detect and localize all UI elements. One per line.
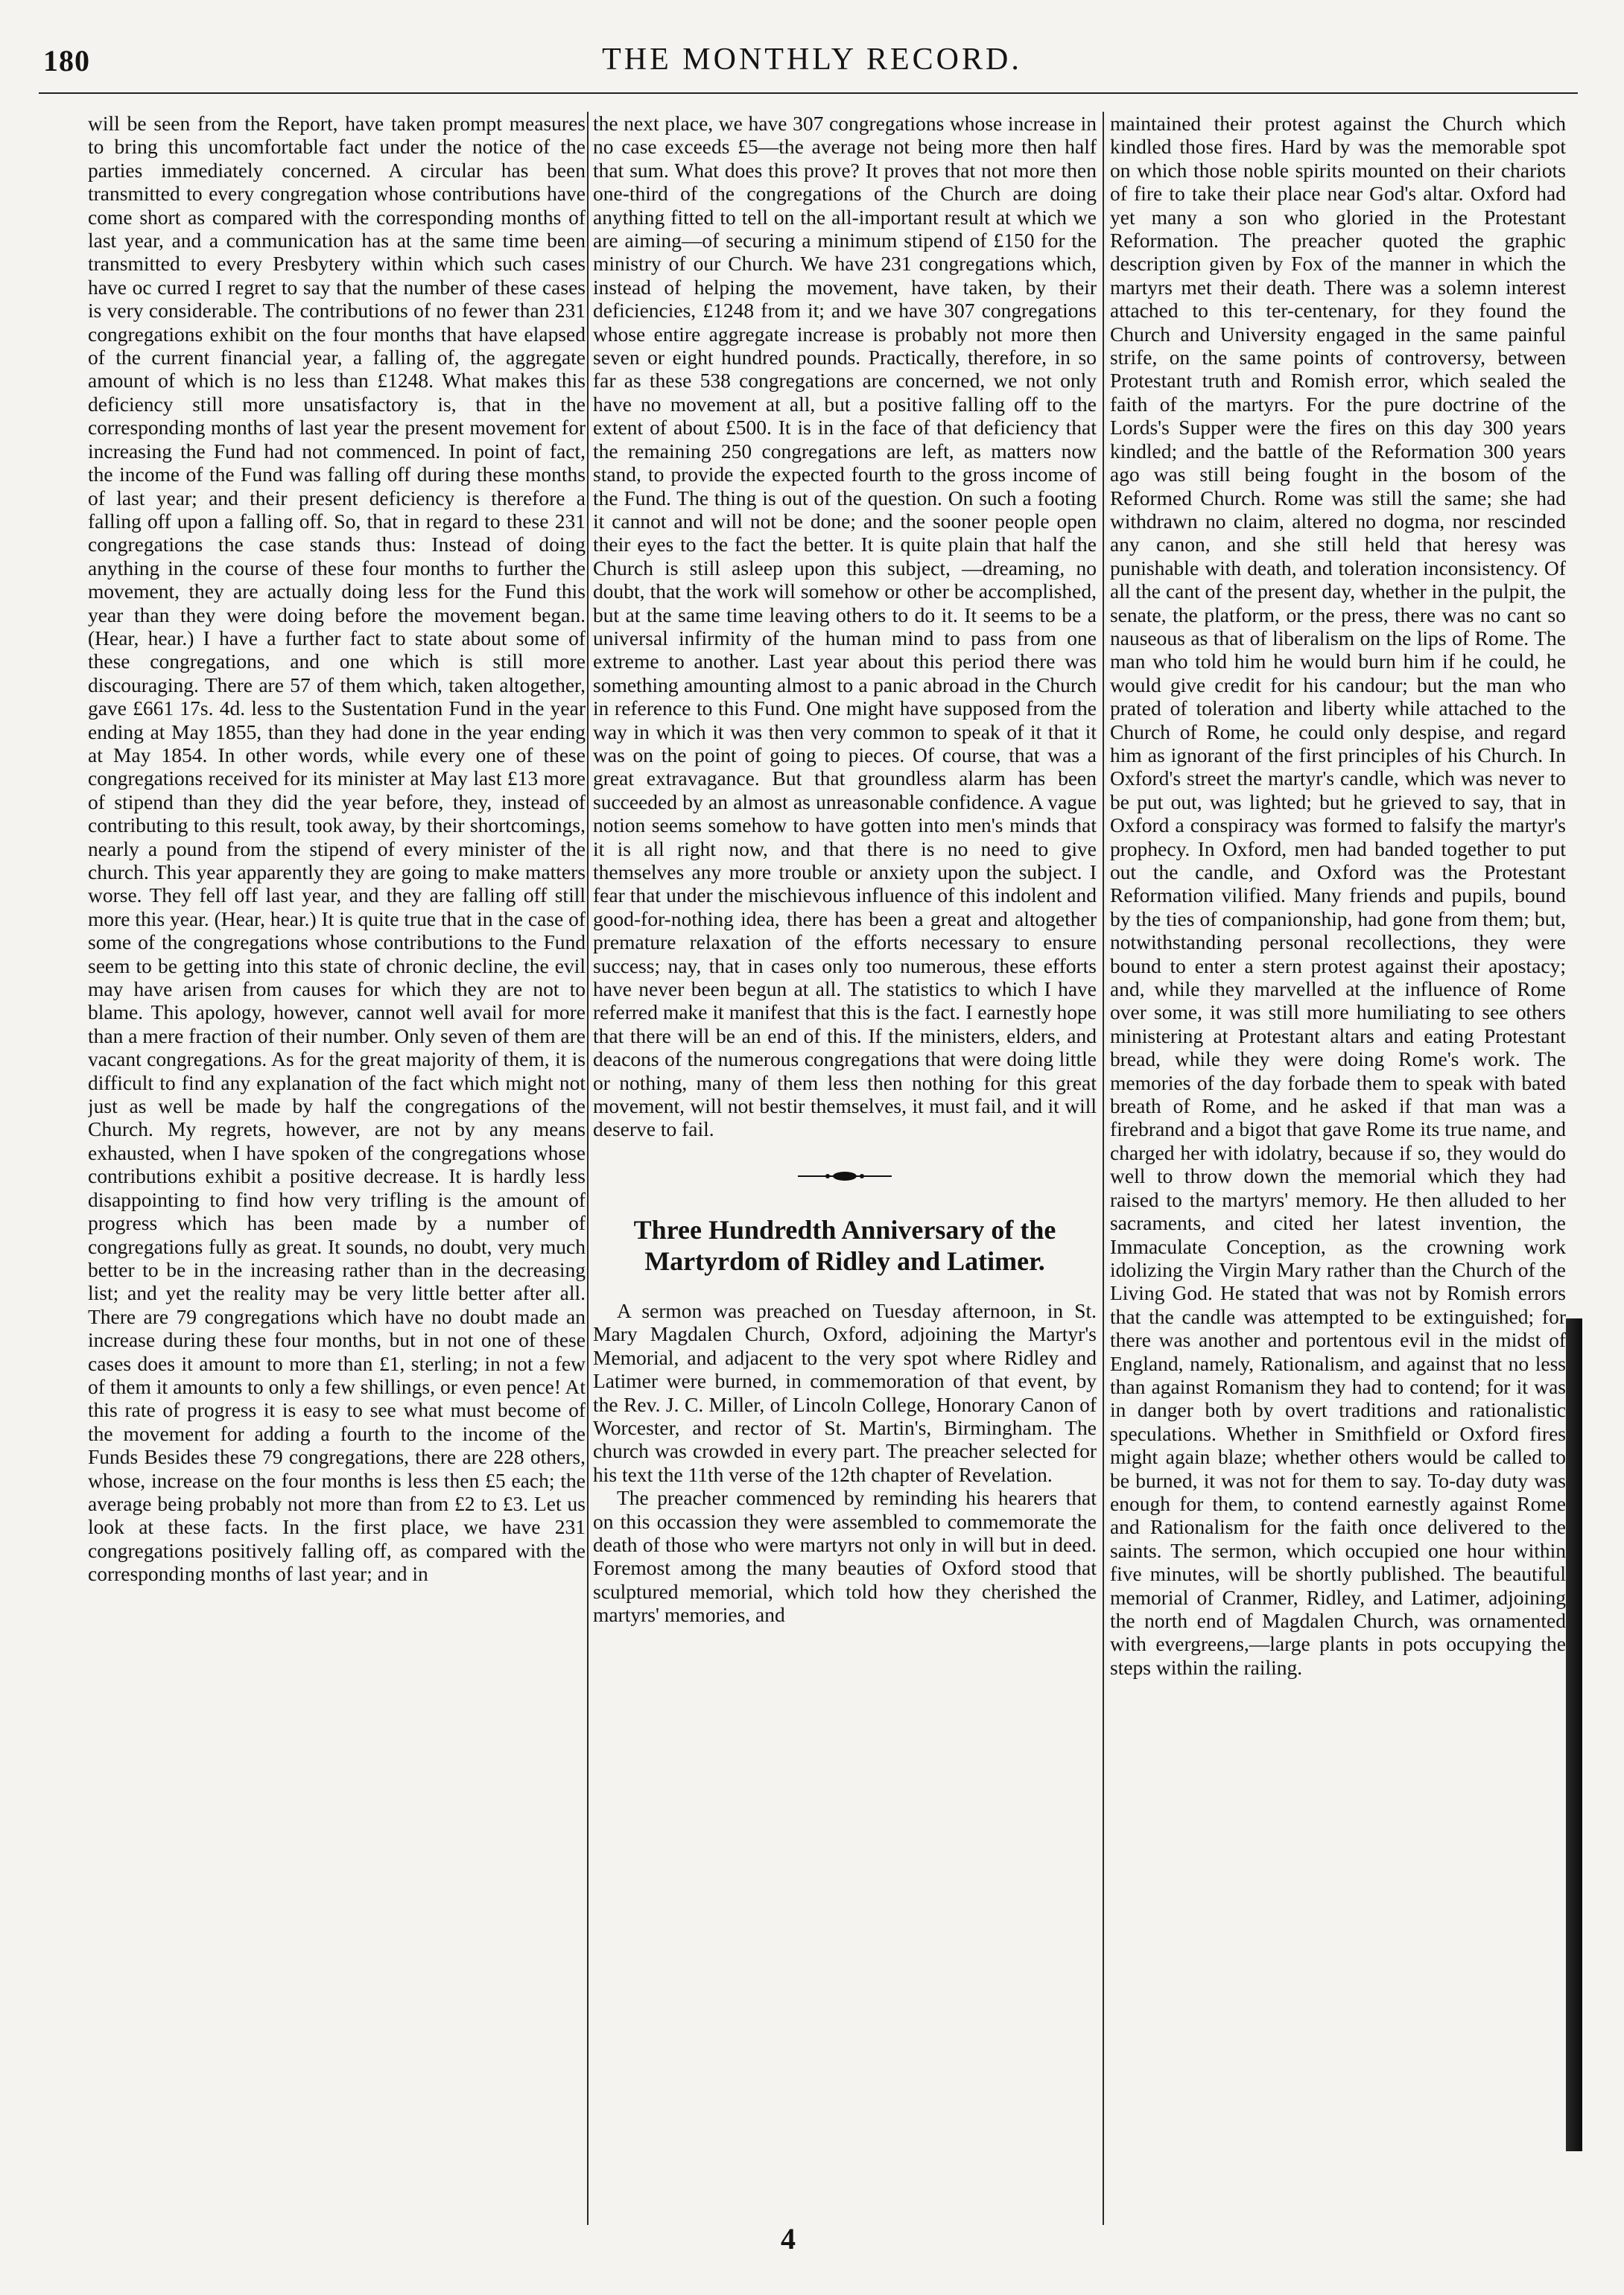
article-title: Three Hundredth Anniversary of the Martyrdom of Ridley and Latimer. bbox=[633, 1214, 1056, 1276]
column-3-paragraph: maintained their protest against the Church which kindled those fires. Hard by was the memorable spot on which those noble spirits mounted on their chariots of fire to take their place near God's altar. Oxford had yet many a son who gloried in the Protestant Reformation. The preacher quoted the graphic description given by Fox of the manner in which the martyrs met their death. There was a solemn interest attached to this ter-centenary, for they found the Church and University engaged in the same painful strife, on the same points of controversy, between Protestant truth and Romish error, which sealed the faith of the martyrs. For the pure doctrine of the Lords's Supper were the fires on this day 300 years kindled; and the battle of the Reformation 300 years ago was still being fought in the bosom of the Reformed Church. Rome was still the same; she had withdrawn no claim, altered no dogma, nor rescinded any canon, and she still held that heresy was punishable with death, and toleration inconsistency. Of all the cant of the present day, whether in the pulpit, the senate, the platform, or the press, there was no cant so nauseous as that of liberalism on the lips of Rome. The man who told him he would burn him if he could, he would give credit for his candour; but the man who prated of toleration and liberty while attached to the Church of Rome, he could only despise, and regard him as ignorant of the first principles of his Church. In Oxford's street the martyr's candle, which was never to be put out, was lighted; but he grieved to say, that in Oxford a conspiracy was formed to falsify the martyr's prophecy. In Oxford, men had banded together to put out the candle, and Oxford was the Protestant Reformation vilified. Many friends and pupils, bound by the ties of companionship, had gone from them; but, notwithstanding personal recollections, they were bound to enter a stern protest against their apostacy; and, while they marvelled at the influence of Rome over some, it was still more humiliating to see others ministering at Protestant altars and eating Protestant bread, while they were doing Rome's work. The memories of the day forbade them to speak with bated breath of Rome, and he asked if that man was a firebrand and a bigot that gave Rome its true name, and charged her with idolatry, because if so, they would do well to throw down the memorial which they had raised to the martyrs' memory. He then alluded to her sacraments, and cited her latest invention, the Immaculate Conception, as the crowning work idolizing the Virgin Mary rather than the Church of the Living God. He stated that was not by Romish errors that the candle was attempted to be extinguished; for there was another and portentous evil in the midst of England, namely, Rationalism, and against that no less than against Romanism they had to contend; for it was in danger both by overt traditions and rationalistic speculations. Whether in Smithfield or Oxford fires might again blaze; whether others would be called to be burned, it was not for them to say. To-day duty was enough for them, to contend earnestly against Rome and Rationalism for the faith once delivered to the saints. The sermon, which occupied one hour within five minutes, will be shortly published. The beautiful memorial of Cranmer, Ridley, and Latimer, adjoining the north end of Magdalen Church, was ornamented with evergreens,—large plants in pots occupying the steps within the railing. bbox=[1110, 112, 1566, 1679]
column-1-paragraph: will be seen from the Report, have taken prompt measures to bring this uncomfortable fact under the notice of the parties immediately concerned. A circular has been transmitted to every congregation whose contributions have come short as compared with the corresponding months of last year, and a communication has at the same time been transmitted to every Presbytery within which such cases have oc curred I regret to say that the number of these cases is very considerable. The contributions of no fewer than 231 congregations exhibit on the four months that have elapsed of the current financial year, a falling of, the aggregate amount of which is no less than £1248. What makes this deficiency still more unsatisfactory is, that in the corresponding months of last year the present movement for increasing the Fund had not commenced. In point of fact, the income of the Fund was falling off during these months of last year; and their present deficiency is therefore a falling off upon a falling off. So, that in regard to these 231 congregations the case stands thus: Instead of doing anything in the course of these four months to further the movement, they are actually doing less for the Fund this year than they were doing before the movement began. (Hear, hear.) I have a further fact to state about some of these congregations, and one which is still more discouraging. There are 57 of them which, taken altogether, gave £661 17s. 4d. less to the Sustentation Fund in the year ending at May 1855, than they had done in the year ending at May 1854. In other words, while every one of these congregations received for its minister at May last £13 more of stipend than they did the year before, they, instead of contributing to this result, took away, by their shortcomings, nearly a pound from the stipend of every minister of the church. This year apparently they are going to make matters worse. They fell off last year, and they are falling off still more this year. (Hear, hear.) It is quite true that in the case of some of the congregations whose contributions to the Fund seem to be getting into this state of chronic decline, the evil may have arisen from causes for which they are not to blame. This apology, however, cannot well avail for more than a mere fraction of their number. Only seven of them are vacant congregations. As for the great majority of them, it is difficult to find any explanation of the fact which might not just as well be made by half the congregations of the Church. My regrets, however, are not by any means exhausted, when I have spoken of the congregations whose contributions exhibit a positive decrease. It is hardly less disappointing to find how very trifling is the amount of progress which has been made by a number of congregations fully as great. It sounds, no doubt, very much better to be in the increasing rather than in the decreasing list; and yet the reality may be very little better after all. There are 79 congregations which have no doubt made an increase during these four months, but in not one of these cases does it amount to more than £1, sterling; in not a few of them it amounts to only a few shillings, or even pence! At this rate of progress it is easy to see what must become of the movement for adding a fourth to the income of the Funds Besides these 79 congregations, there are 228 others, whose, increase on the four months is less then £5 each; the average being probably not more than from £2 to £3. Let us look at these facts. In the first place, we have 231 congregations positively falling off, as compared with the corresponding months of last year; and in bbox=[88, 112, 586, 1586]
column-2-paragraph-preacher: The preacher commenced by reminding his hearers that on this occassion they were assembled to commemorate the death of those who were martyrs not only in will but in deed. Foremost among the many beauties of Oxford stood that sculptured memorial, which told how they cherished the martyrs' memories, and bbox=[593, 1486, 1097, 1627]
column-3 bbox=[1110, 112, 1566, 2225]
column-divider-2 bbox=[1103, 112, 1104, 2225]
column-2 bbox=[593, 112, 1097, 2225]
column-2-paragraph-sermon: A sermon was preached on Tuesday afternoon, in St. Mary Magdalen Church, Oxford, adjoining the Martyr's Memorial, and adjacent to the very spot where Ridley and Latimer were burned, in commemoration of that event, by the Rev. J. C. Miller, of Lincoln College, Honorary Canon of Worcester, and rector of St. Martin's, Birmingham. The church was crowded in every part. The preacher selected for his text the 11th verse of the 12th chapter of Revelation. bbox=[593, 1298, 1097, 1486]
column-1 bbox=[88, 112, 586, 2225]
page-number: 180 bbox=[43, 44, 90, 77]
section-ornament bbox=[593, 1158, 1097, 1195]
column-divider-1 bbox=[587, 112, 589, 2225]
scan-edge-shadow bbox=[1566, 1318, 1582, 2151]
header-rule bbox=[39, 92, 1578, 94]
column-2-paragraph-fund: the next place, we have 307 congregations whose increase in no case exceeds £5—the average not being more then half that sum. What does this prove? It proves that not more then one-third of the congregations of the Church are doing anything fitted to tell on the all-important result at which we are aiming—of securing a minimum stipend of £150 for the ministry of our Church. We have 231 congregations which, instead of helping the movement, have taken, by their deficiencies, £1248 from it; and we have 307 congregations whose entire aggregate increase is probably not more then seven or eight hundred pounds. Practically, therefore, in so far as these 538 congregations are concerned, we not only have no movement at all, but a positive falling off to the extent of about £500. It is in the face of that deficiency that the remaining 250 congregations are left, as matters now stand, to provide the expected fourth to the gross income of the Fund. The thing is out of the question. On such a footing it cannot and will not be done; and the sooner people open their eyes to the fact the better. It is quite plain that half the Church is still asleep upon this subject, —dreaming, no doubt, that the work will somehow or other be accomplished, but at the same time leaving others to do it. It seems to be a universal infirmity of the human mind to pass from one extreme to another. Last year about this period there was something amounting almost to a panic abroad in the Church in reference to this Fund. One might have supposed from the way in which it was then very common to speak of it that it was on the point of going to pieces. Of course, that was a great extravagance. But that groundless alarm has been succeeded by an almost as unreasonable confidence. A vague notion seems somehow to have gotten into men's minds that it is all right now, and that there is no need to give themselves any more trouble or anxiety upon the subject. I fear that under the mischievous influence of this indolent and good-for-nothing idea, there has been a great and altogether premature relaxation of the efforts necessary to ensure success; nay, that in cases only too numerous, these efforts have never been begun at all. The statistics to which I have referred make it manifest that this is the fact. I earnestly hope that there will be an end of this. If the ministers, elders, and deacons of the numerous congregations that were doing little or nothing, many of them less then nothing for this great movement, will not bestir themselves, it must fail, and it will deserve to fail. bbox=[593, 112, 1097, 1141]
running-title: THE MONTHLY RECORD. bbox=[602, 42, 1022, 77]
signature-mark: 4 bbox=[781, 2222, 796, 2256]
